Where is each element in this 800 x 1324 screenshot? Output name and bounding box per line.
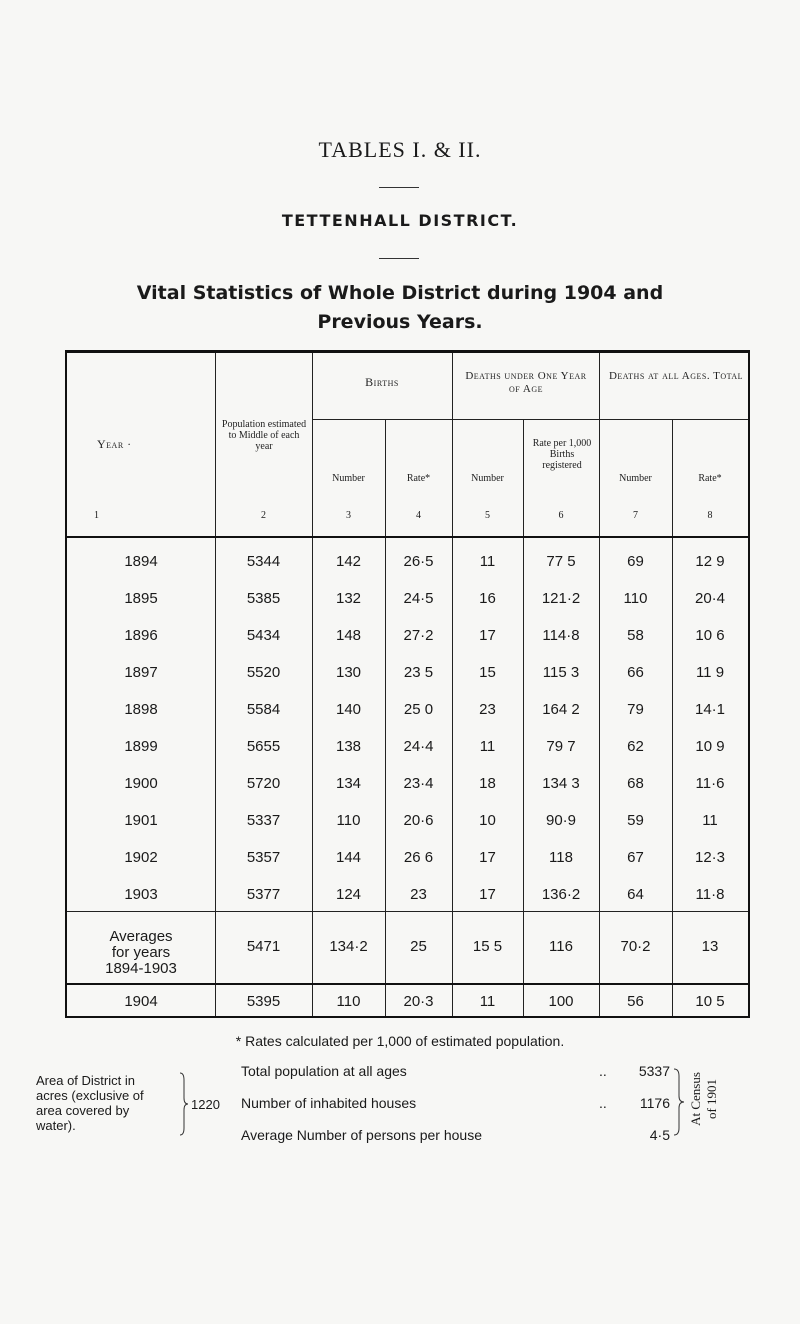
divider (379, 258, 419, 259)
table-cell: 79 7 (546, 738, 576, 755)
table-cell: 134 3 (542, 775, 580, 792)
census-item-value: 1176 (639, 1095, 670, 1111)
column-number: 7 (633, 510, 638, 521)
table-cell: 15 (479, 664, 496, 681)
table-cell: 23·4 (403, 775, 434, 792)
current-year-cell: 100 (548, 993, 574, 1010)
year-column-header: Year · (97, 437, 132, 451)
deaths-under-one-group-header: Deaths under One Year of Age (465, 370, 587, 395)
table-cell: 148 (335, 627, 362, 644)
census-item-label: Average Number of persons per house (241, 1127, 482, 1143)
table-cell: 23 (410, 886, 427, 903)
col-divider (452, 353, 453, 1016)
table-cell: 27·2 (403, 627, 434, 644)
deaths-all-ages-group-header: Deaths at all Ages. Total (608, 370, 744, 382)
area-description (36, 1073, 144, 1133)
table-cell: 115 3 (542, 664, 580, 681)
table-cell: 1895 (124, 590, 158, 607)
table-cell: 1901 (124, 812, 158, 829)
table-cell: 11 (479, 553, 496, 570)
table-cell: 11·8 (695, 886, 725, 903)
census-label-line: of 1901 (704, 1078, 719, 1120)
census-item-value: 5337 (638, 1063, 670, 1079)
table-cell: 121·2 (541, 590, 581, 607)
table-cell: 20·4 (694, 590, 726, 607)
rates-footnote: * Rates calculated per 1,000 of estimated population. (235, 1033, 565, 1049)
table-cell: 58 (627, 627, 644, 644)
table-cell: 68 (627, 775, 644, 792)
table-cell: 59 (627, 812, 644, 829)
table-cell: 1894 (124, 553, 158, 570)
area-line: Area of District in (36, 1073, 135, 1088)
table-cell: 1900 (124, 775, 158, 792)
col-divider (312, 353, 313, 1016)
table-cell: 66 (627, 664, 644, 681)
table-cell: 20·6 (403, 812, 434, 829)
table-cell: 12·3 (694, 849, 726, 866)
divider (379, 187, 419, 188)
current-year-cell: 11 (479, 993, 496, 1010)
table-cell: 138 (335, 738, 362, 755)
table-cell: 134 (335, 775, 362, 792)
table-cell: 5344 (246, 553, 281, 570)
infant-deaths-number-header: Number (471, 473, 504, 484)
deaths-rate-header: Rate* (698, 473, 722, 484)
brace-icon (178, 1072, 190, 1136)
table-cell: 67 (627, 849, 644, 866)
table-cell: 1899 (124, 738, 158, 755)
table-cell: 5584 (246, 701, 281, 718)
table-cell: 11 (479, 738, 496, 755)
census-item-label: Total population at all ages (241, 1063, 407, 1079)
column-number: 2 (261, 510, 266, 521)
averages-top-rule (67, 911, 748, 912)
column-number: 6 (558, 510, 564, 521)
table-cell: 11·6 (695, 775, 725, 792)
table-cell: 136·2 (541, 886, 581, 903)
averages-label (67, 929, 215, 977)
table-cell: 5434 (246, 627, 281, 644)
area-line: water). (36, 1118, 76, 1133)
table-cell: 5655 (246, 738, 281, 755)
averages-label-line: Averages (109, 928, 173, 945)
header-bottom-rule (67, 536, 748, 538)
births-rate-header: Rate* (406, 473, 431, 484)
column-number: 1 (94, 510, 99, 521)
averages-cell: 116 (549, 938, 573, 955)
table-cell: 17 (479, 849, 496, 866)
table-cell: 1898 (124, 701, 158, 718)
table-cell: 10 9 (695, 738, 725, 755)
births-group-header: Births (365, 375, 399, 389)
column-number: 3 (346, 510, 351, 521)
averages-label-line: 1894-1903 (105, 960, 177, 977)
table-cell: 118 (549, 849, 573, 866)
col-divider (599, 353, 600, 1016)
table-cell: 69 (627, 553, 644, 570)
vital-statistics-table (65, 350, 750, 1018)
table-cell: 5337 (246, 812, 281, 829)
averages-cell: 5471 (246, 938, 281, 955)
table-cell: 1902 (124, 849, 158, 866)
table-cell: 14·1 (694, 701, 726, 718)
table-cell: 5357 (246, 849, 281, 866)
averages-cell: 70·2 (620, 938, 651, 955)
table-cell: 140 (335, 701, 362, 718)
table-cell: 164 2 (542, 701, 580, 718)
table-cell: 23 5 (403, 664, 434, 681)
table-cell: 110 (623, 590, 648, 607)
district-title: TETTENHALL DISTRICT. (281, 211, 519, 230)
census-side-label (680, 1070, 756, 1138)
table-cell: 17 (479, 627, 496, 644)
population-column-header: Population estimated to Middle of each year (221, 419, 307, 452)
column-number: 5 (485, 510, 490, 521)
table-cell: 1903 (124, 886, 158, 903)
table-cell: 77 5 (546, 553, 576, 570)
table-cell: 132 (335, 590, 362, 607)
page-heading: TABLES I. & II. (318, 137, 482, 162)
table-cell: 23 (479, 701, 496, 718)
census-label-line: At Census (688, 1072, 703, 1126)
census-item-leader: .. (599, 1095, 607, 1111)
column-number: 8 (707, 510, 713, 521)
current-year-cell: 10 5 (695, 993, 725, 1010)
current-year-cell: 5395 (246, 993, 281, 1010)
table-cell: 5377 (246, 886, 281, 903)
census-item-value: 4·5 (649, 1127, 670, 1143)
census-item-label: Number of inhabited houses (241, 1095, 417, 1111)
table-cell: 130 (335, 664, 362, 681)
census-item-leader: .. (599, 1063, 607, 1079)
table-cell: 24·5 (403, 590, 434, 607)
group-header-rule (312, 419, 748, 420)
table-cell: 5720 (246, 775, 281, 792)
table-cell: 25 0 (403, 701, 434, 718)
table-cell: 79 (627, 701, 644, 718)
table-cell: 11 (702, 812, 718, 829)
area-line: area covered by (36, 1103, 130, 1118)
averages-label-line: for years (111, 944, 171, 961)
table-cell: 24·4 (403, 738, 434, 755)
table-cell: 5520 (246, 664, 281, 681)
table-cell: 64 (627, 886, 644, 903)
column-number: 4 (416, 510, 421, 521)
table-cell: 10 6 (695, 627, 725, 644)
table-cell: 142 (335, 553, 362, 570)
current-year-cell: 56 (627, 993, 644, 1010)
averages-cell: 134·2 (329, 938, 368, 955)
averages-cell: 13 (701, 938, 719, 955)
current-year-cell: 110 (336, 993, 361, 1010)
averages-cell: 25 (410, 938, 427, 955)
table-cell: 5385 (246, 590, 281, 607)
table-cell: 10 (479, 812, 496, 829)
table-cell: 12 9 (695, 553, 725, 570)
area-value: 1220 (191, 1097, 220, 1112)
table-cell: 18 (479, 775, 496, 792)
area-line: acres (exclusive of (36, 1088, 144, 1103)
current-year-cell: 20·3 (403, 993, 434, 1010)
table-cell: 114·8 (542, 627, 580, 644)
col-divider (215, 353, 216, 1016)
infant-death-rate-header: Rate per 1,000 Births registered (532, 438, 592, 471)
table-cell: 62 (627, 738, 644, 755)
table-cell: 1896 (124, 627, 158, 644)
table-cell: 144 (335, 849, 362, 866)
table-title-line1: Vital Statistics of Whole District during 1904 and (136, 282, 664, 304)
table-cell: 16 (479, 590, 496, 607)
averages-cell: 15 5 (472, 938, 503, 955)
table-cell: 26·5 (403, 553, 434, 570)
averages-bottom-rule (67, 983, 748, 985)
table-title-line2: Previous Years. (317, 311, 483, 333)
table-cell: 17 (479, 886, 496, 903)
table-cell: 11 9 (695, 664, 725, 681)
table-cell: 110 (336, 812, 361, 829)
table-cell: 124 (335, 886, 362, 903)
current-year-cell: 1904 (124, 993, 158, 1010)
deaths-number-header: Number (619, 473, 652, 484)
table-cell: 90·9 (545, 812, 577, 829)
table-cell: 1897 (124, 664, 158, 681)
births-number-header: Number (332, 473, 365, 484)
table-cell: 26 6 (403, 849, 434, 866)
